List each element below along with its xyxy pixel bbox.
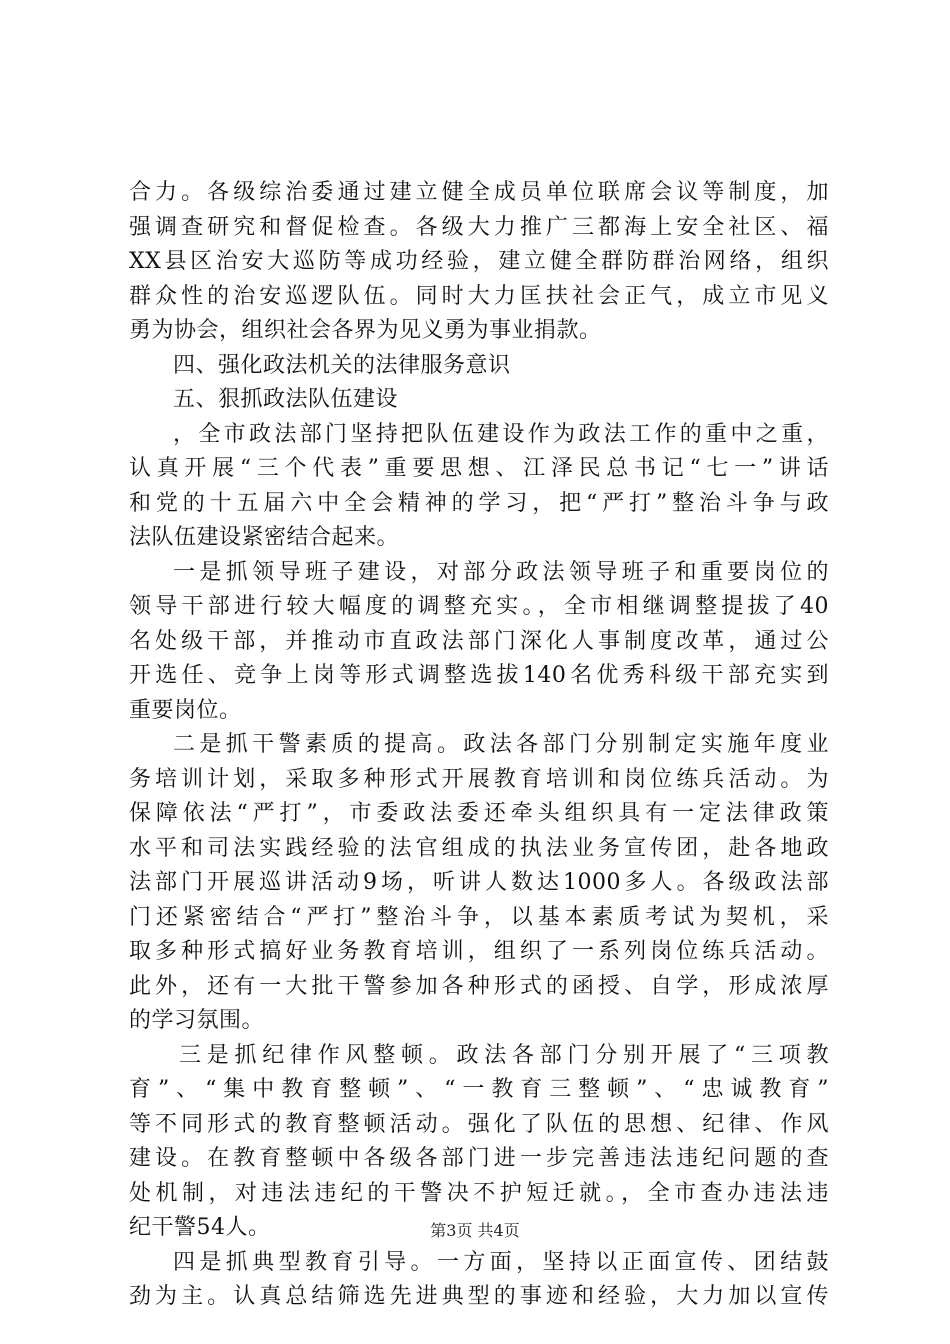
text-line: 劲为主。认真总结筛选先进典型的事迹和经验，大力加以宣传 bbox=[129, 1284, 829, 1309]
text-line: 法部门开展巡讲活动9场，听讲人数达1000多人。各级政法部 bbox=[129, 870, 829, 895]
text-line: 二是抓干警素质的提高。政法各部门分别制定实施年度业 bbox=[173, 732, 829, 757]
text-line: 务培训计划，采取多种形式开展教育培训和岗位练兵活动。为 bbox=[129, 766, 829, 792]
text-line: 重要岗位。 bbox=[129, 697, 242, 723]
text-line: 勇为协会，组织社会各界为见义勇为事业捐款。 bbox=[129, 318, 602, 343]
text-line: 开选任、竞争上岗等形式调整选拔140名优秀科级干部充实到 bbox=[129, 663, 829, 688]
text-line: 领导干部进行较大幅度的调整充实。，全市相继调整提拔了40 bbox=[129, 594, 829, 619]
document-body bbox=[129, 176, 829, 1315]
text-line: 强调查研究和督促检查。各级大力推广三都海上安全社区、福 bbox=[129, 214, 829, 240]
text-line: 和党的十五届六中全会精神的学习，把“严打”整治斗争与政 bbox=[129, 490, 829, 516]
text-line: 保障依法“严打”，市委政法委还牵头组织具有一定法律政策 bbox=[129, 801, 829, 826]
text-line: 取多种形式搞好业务教育培训，组织了一系列岗位练兵活动。 bbox=[129, 939, 829, 964]
text-line: 五、狠抓政法队伍建设 bbox=[173, 387, 399, 412]
text-line: 认真开展“三个代表”重要思想、江泽民总书记“七一”讲话 bbox=[129, 456, 829, 481]
text-line: 三是抓纪律作风整顿。政法各部门分别开展了“三项教 bbox=[179, 1042, 829, 1068]
text-line: 处机制，对违法违纪的干警决不护短迁就。，全市查办违法违 bbox=[129, 1180, 829, 1206]
text-line: 合力。各级综治委通过建立健全成员单位联席会议等制度，加 bbox=[129, 180, 829, 205]
text-line: 四是抓典型教育引导。一方面，坚持以正面宣传、团结鼓 bbox=[173, 1249, 829, 1275]
text-line: 育”、“集中教育整顿”、“一教育三整顿”、“忠诚教育” bbox=[129, 1077, 829, 1102]
text-line: 门还紧密结合“严打”整治斗争，以基本素质考试为契机，采 bbox=[129, 904, 829, 930]
page-footer: 第3页 共4页 bbox=[430, 1221, 520, 1240]
text-line: 纪干警54人。 bbox=[129, 1215, 271, 1240]
text-line: 一是抓领导班子建设，对部分政法领导班子和重要岗位的 bbox=[173, 559, 829, 585]
text-line: 名处级干部，并推动市直政法部门深化人事制度改革，通过公 bbox=[129, 628, 829, 654]
text-line: 四、强化政法机关的法律服务意识 bbox=[173, 352, 511, 378]
text-line: XX县区治安大巡防等成功经验，建立健全群防群治网络，组织 bbox=[129, 249, 829, 274]
text-line: 此外，还有一大批干警参加各种形式的函授、自学，形成浓厚 bbox=[129, 973, 829, 999]
text-line: ，全市政法部门坚持把队伍建设作为政法工作的重中之重， bbox=[173, 421, 829, 447]
text-line: 群众性的治安巡逻队伍。同时大力匡扶社会正气，成立市见义 bbox=[129, 283, 829, 309]
text-line: 建设。在教育整顿中各级各部门进一步完善违法违纪问题的查 bbox=[129, 1146, 829, 1171]
text-line: 法队伍建设紧密结合起来。 bbox=[129, 525, 400, 550]
text-line: 的学习氛围。 bbox=[129, 1008, 265, 1033]
text-line: 水平和司法实践经验的法官组成的执法业务宣传团，赴各地政 bbox=[129, 835, 829, 861]
text-line: 等不同形式的教育整顿活动。强化了队伍的思想、纪律、作风 bbox=[129, 1111, 829, 1137]
